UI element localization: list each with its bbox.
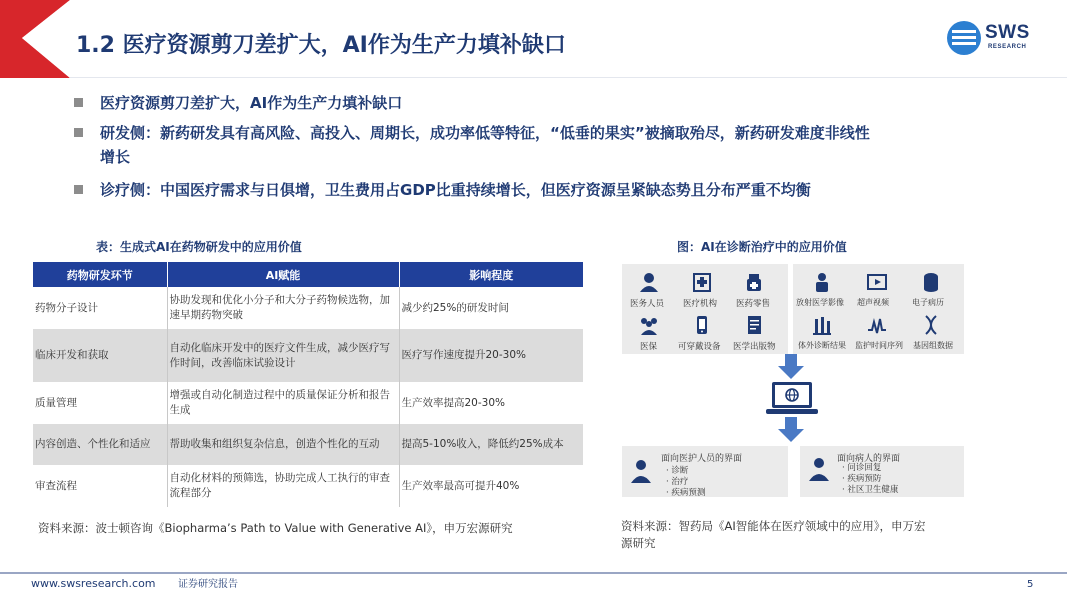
stage-cell: 质量管理	[33, 382, 167, 424]
table-header-cell: AI赋能	[167, 262, 399, 287]
page-title: 1.2 医疗资源剪刀差扩大，AI作为生产力填补缺口	[76, 33, 566, 58]
table-row	[33, 424, 583, 465]
impact-cell: 医疗写作速度提升20-30%	[399, 329, 583, 382]
left-item-label: 医务人员	[630, 299, 665, 309]
table-source: 资料来源：波士顿咨询《Biopharma’s Path to Value with Generative AI》，申万宏源研究	[38, 521, 513, 535]
table-caption: 表：生成式AI在药物研发中的应用价值	[96, 240, 302, 254]
right-item-label: 基因组数据	[913, 341, 953, 350]
table-row	[33, 382, 583, 424]
table-row	[33, 329, 583, 382]
ai-cell: 协助发现和优化小分子和大分子药物候选物，加速早期药物突破	[167, 287, 399, 329]
stage-cell: 内容创造、个性化和适应	[33, 424, 167, 465]
publication-icon	[743, 314, 765, 336]
patient-icon	[808, 456, 830, 482]
right-item-label: 体外诊断结果	[798, 341, 846, 350]
bullet-square-icon	[74, 185, 83, 194]
clinician-interface-box	[622, 446, 788, 497]
box-item: · 诊断	[666, 466, 689, 476]
impact-cell: 提高5-10%收入，降低约25%成本	[399, 424, 583, 465]
emr-icon	[920, 271, 942, 293]
insurance-icon	[638, 314, 660, 336]
dna-icon	[920, 314, 942, 336]
diagram-source-line2: 源研究	[621, 536, 656, 550]
radiology-icon	[811, 271, 833, 293]
footer-report-tag: 证券研究报告	[178, 579, 238, 590]
stage-cell: 药物分子设计	[33, 287, 167, 329]
laptop-icon	[764, 380, 820, 418]
ai-cell: 自动化材料的预筛选，协助完成人工执行的审查流程部分	[167, 465, 399, 507]
impact-cell: 生产效率提高20-30%	[399, 382, 583, 424]
footer-url-link[interactable]: www.swsresearch.com	[31, 577, 156, 590]
bullet-square-icon	[74, 98, 83, 107]
box-item: · 问诊回复	[842, 463, 882, 473]
down-arrow-icon	[776, 417, 806, 443]
left-item-label: 医疗机构	[683, 299, 718, 309]
wearable-icon	[691, 314, 713, 336]
doctor-icon	[638, 271, 660, 293]
diagram-caption: 图：AI在诊断治疗中的应用价值	[677, 240, 847, 254]
ivd-icon	[811, 314, 833, 336]
diagram-source-line1: 资料来源：智药局《AI智能体在医疗领域中的应用》，申万宏	[621, 519, 926, 533]
box-item: · 社区卫生健康	[842, 485, 899, 495]
right-item-label: 电子病历	[912, 298, 944, 307]
box-item: · 疾病预测	[666, 488, 706, 498]
page-number: 5	[1027, 579, 1034, 590]
table-header-row	[33, 262, 583, 287]
ai-cell: 自动化临床开发中的医疗文件生成，减少医疗写作时间，改善临床试验设计	[167, 329, 399, 382]
left-item-label: 医保	[640, 342, 658, 352]
table-row	[33, 287, 583, 329]
table-row	[33, 465, 583, 507]
left-item-label: 可穿戴设备	[678, 342, 721, 352]
table-header-cell: 药物研发环节	[33, 262, 167, 287]
box-item: · 治疗	[666, 477, 689, 487]
hospital-icon	[691, 271, 713, 293]
footer-divider	[0, 572, 1067, 574]
left-item-label: 医学出版物	[733, 342, 776, 352]
logo-text: SWS	[985, 22, 1030, 43]
impact-cell: 生产效率最高可提升40%	[399, 465, 583, 507]
down-arrow-icon	[776, 354, 806, 380]
clinician-icon	[630, 458, 652, 484]
right-item-label: 监护时间序列	[855, 341, 903, 350]
box-title: 面向医护人员的界面	[661, 454, 743, 464]
ai-cell: 增强或自动化制造过程中的质量保证分析和报告生成	[167, 382, 399, 424]
left-item-label: 医药零售	[736, 299, 771, 309]
ai-cell: 帮助收集和组织复杂信息，创造个性化的互动	[167, 424, 399, 465]
ultrasound-video-icon	[866, 271, 888, 293]
ai-drug-dev-table	[33, 262, 583, 507]
right-item-label: 超声视频	[857, 298, 889, 307]
box-item: · 疾病预防	[842, 474, 882, 484]
table-header-cell: 影响程度	[399, 262, 583, 287]
logo-subtext: RESEARCH	[988, 44, 1027, 50]
impact-cell: 减少约25%的研发时间	[399, 287, 583, 329]
monitoring-icon	[866, 314, 888, 336]
sws-logo-icon	[946, 20, 982, 56]
box-title: 面向病人的界面	[837, 454, 901, 464]
bullet-square-icon	[74, 128, 83, 137]
patient-interface-box	[800, 446, 964, 497]
pharmacy-icon	[743, 271, 765, 293]
right-item-label: 放射医学影像	[796, 298, 844, 307]
stage-cell: 审查流程	[33, 465, 167, 507]
stage-cell: 临床开发和获取	[33, 329, 167, 382]
